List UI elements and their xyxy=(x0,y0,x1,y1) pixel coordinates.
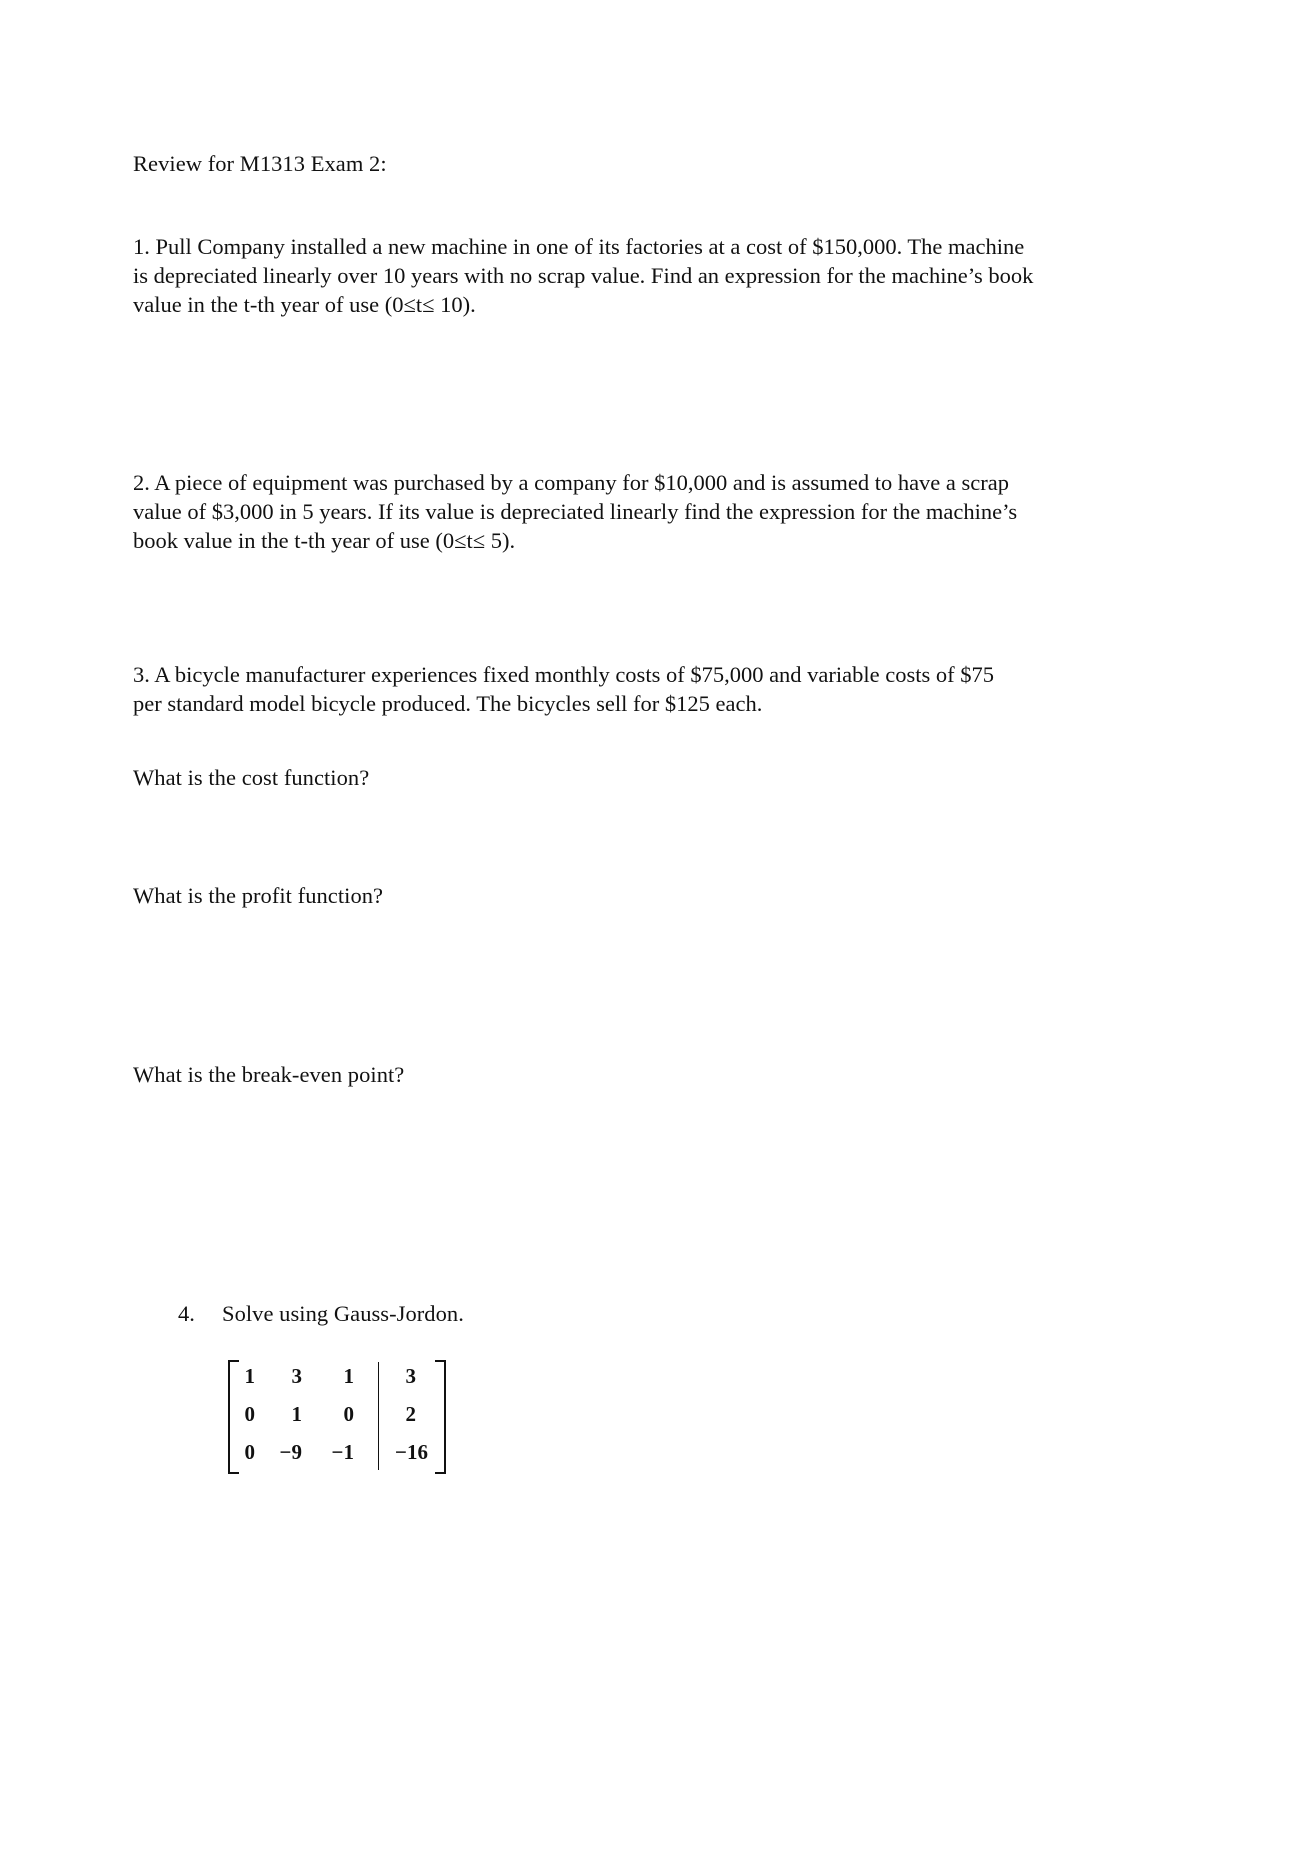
cost-function-question: What is the cost function? xyxy=(133,765,370,790)
question-1-line: value in the t-th year of use (0≤t≤ 10). xyxy=(133,292,476,317)
question-2-line: value of $3,000 in 5 years. If its value is depreciated linearly find the expression for the machine’s xyxy=(133,499,1018,524)
matrix-right-bracket xyxy=(435,1360,446,1474)
matrix-cell: 1 xyxy=(343,1364,354,1388)
matrix-cell: 1 xyxy=(244,1364,255,1388)
question-2 xyxy=(133,468,1017,555)
matrix-cell: 1 xyxy=(291,1402,302,1426)
profit-function-question: What is the profit function? xyxy=(133,883,384,908)
matrix-cell: 0 xyxy=(244,1440,255,1464)
matrix-cell: 0 xyxy=(343,1402,354,1426)
question-3-line: 3. A bicycle manufacturer experiences fixed monthly costs of $75,000 and variable costs of $75 xyxy=(133,662,994,687)
question-1-line: is depreciated linearly over 10 years with no scrap value. Find an expression for the machine’s book xyxy=(133,263,1034,288)
matrix-cell: −16 xyxy=(395,1440,428,1464)
question-3-line: per standard model bicycle produced. The bicycles sell for $125 each. xyxy=(133,691,763,716)
question-2-line: book value in the t-th year of use (0≤t≤ 5). xyxy=(133,528,516,553)
matrix-cell: 0 xyxy=(244,1402,255,1426)
break-even-question: What is the break-even point? xyxy=(133,1062,405,1087)
question-2-line: 2. A piece of equipment was purchased by a company for $10,000 and is assumed to have a scrap xyxy=(133,470,1010,495)
question-3 xyxy=(133,660,994,718)
matrix-cell: 3 xyxy=(291,1364,302,1388)
matrix-cell: −9 xyxy=(279,1440,302,1464)
question-4-number: 4. xyxy=(178,1301,195,1326)
question-1-line: 1. Pull Company installed a new machine in one of its factories at a cost of $150,000. The machine xyxy=(133,234,1025,259)
matrix-cell: −1 xyxy=(331,1440,354,1464)
document-title: Review for M1313 Exam 2: xyxy=(133,151,387,176)
question-4-prompt: Solve using Gauss-Jordon. xyxy=(222,1301,464,1326)
question-1 xyxy=(133,232,1033,319)
matrix-cell: 2 xyxy=(405,1402,416,1426)
matrix-cell: 3 xyxy=(405,1364,416,1388)
augmented-matrix xyxy=(228,1360,446,1472)
